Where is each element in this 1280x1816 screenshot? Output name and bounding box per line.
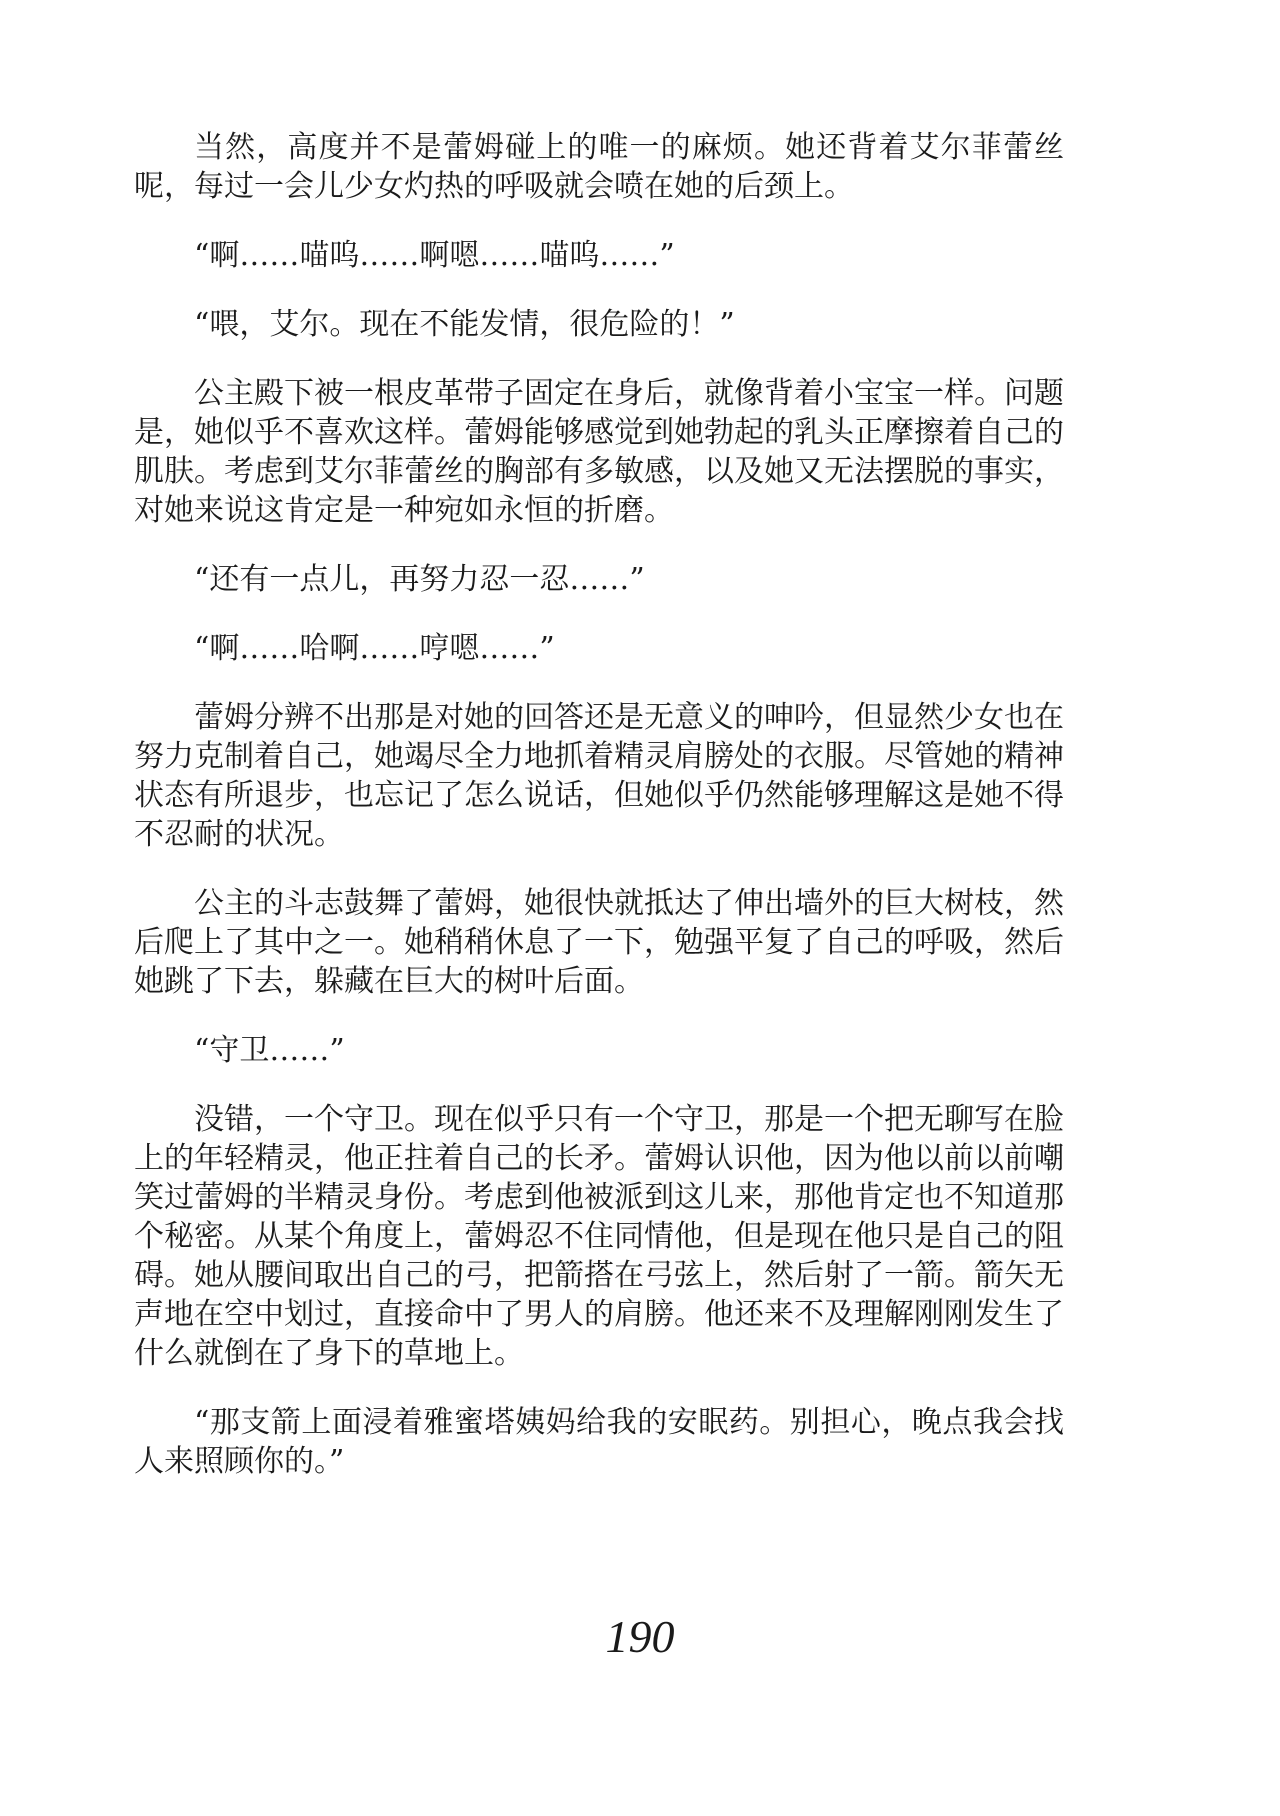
paragraph-3: 蕾姆分辨不出那是对她的回答还是无意义的呻吟，但显然少女也在努力克制着自己，她竭尽全力地抓着精灵肩膀处的衣服。尽管她的精神状态有所退步，也忘记了怎么说话，但她似乎仍然能够理解这是她不得不忍耐的状况。 [134, 700, 1064, 852]
dialogue-3: “还有一点儿，再努力忍一忍……” [194, 562, 645, 597]
body-text [134, 128, 1064, 1511]
paragraph-4: 公主的斗志鼓舞了蕾姆，她很快就抵达了伸出墙外的巨大树枝，然后爬上了其中之一。她稍稍休息了一下，勉强平复了自己的呼吸，然后她跳了下去，躲藏在巨大的树叶后面。 [134, 886, 1064, 999]
dialogue-5: “守卫……” [194, 1033, 345, 1068]
page-number: 190 [605, 1611, 675, 1662]
paragraph-5: 没错，一个守卫。现在似乎只有一个守卫，那是一个把无聊写在脸上的年轻精灵，他正拄着自己的长矛。蕾姆认识他，因为他以前以前嘲笑过蕾姆的半精灵身份。考虑到他被派到这儿来，那他肯定也不知道那个秘密。从某个角度上，蕾姆忍不住同情他，但是现在他只是自己的阻碍。她从腰间取出自己的弓，把箭搭在弓弦上，然后射了一箭。箭矢无声地在空中划过，直接命中了男人的肩膀。他还来不及理解刚刚发生了什么就倒在了身下的草地上。 [134, 1102, 1064, 1371]
paragraph-2: 公主殿下被一根皮革带子固定在身后，就像背着小宝宝一样。问题是，她似乎不喜欢这样。蕾姆能够感觉到她勃起的乳头正摩擦着自己的肌肤。考虑到艾尔菲蕾丝的胸部有多敏感，以及她又无法摆脱的事实，对她来说这肯定是一种宛如永恒的折磨。 [134, 376, 1064, 528]
dialogue-6: “那支箭上面浸着雅蜜塔姨妈给我的安眠药。别担心，晚点我会找人来照顾你的。” [134, 1405, 1064, 1479]
dialogue-1: “啊……喵呜……啊嗯……喵呜……” [194, 238, 675, 273]
dialogue-4: “啊……哈啊……哼嗯……” [194, 631, 555, 666]
paragraph-1: 当然，高度并不是蕾姆碰上的唯一的麻烦。她还背着艾尔菲蕾丝呢，每过一会儿少女灼热的呼吸就会喷在她的后颈上。 [134, 130, 1064, 204]
dialogue-2: “喂，艾尔。现在不能发情，很危险的！” [194, 307, 735, 342]
